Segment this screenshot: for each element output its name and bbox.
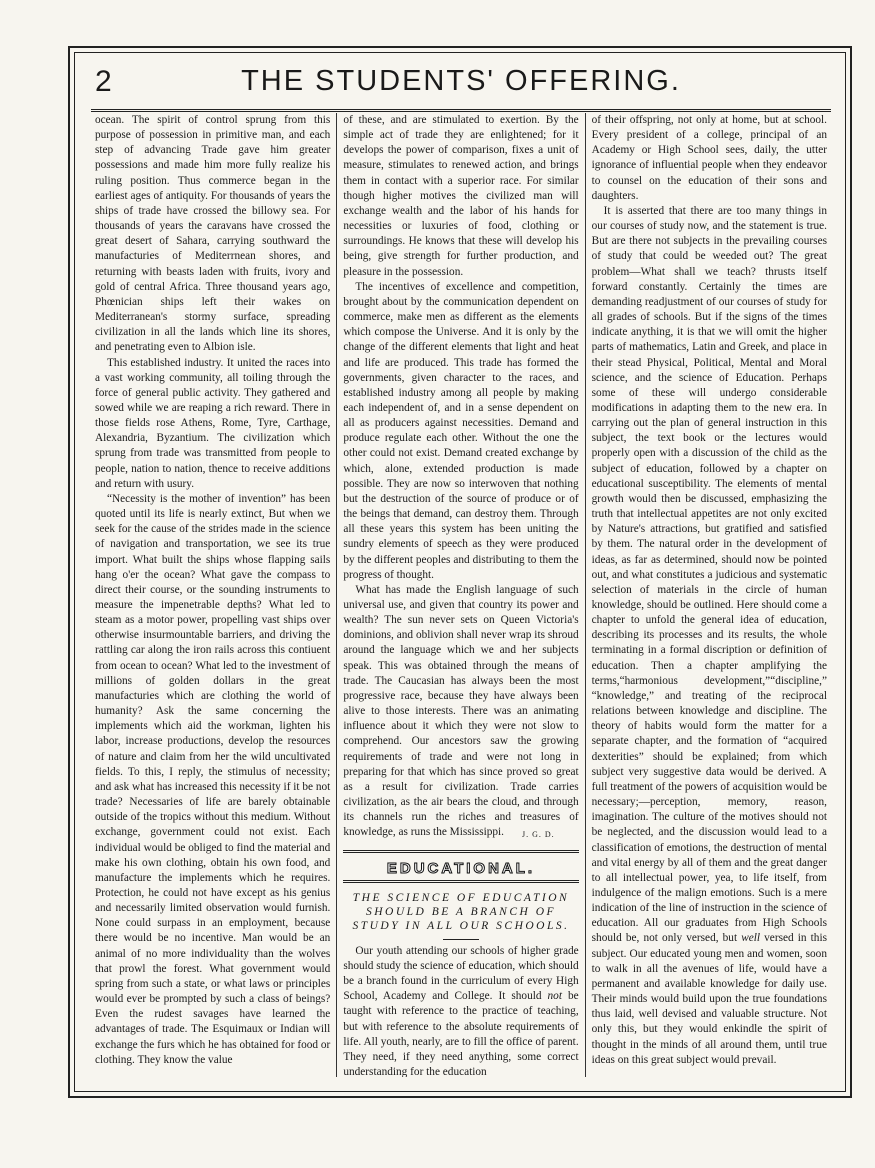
- section-divider: [343, 850, 578, 853]
- masthead: [91, 61, 831, 112]
- text-run: be taught with reference to the practice of teaching, but with reference to the absolute requirements of life. All youth, nearly, are to fill the office of parent. They need, if they need anything, some correct understanding for the education: [343, 990, 579, 1077]
- journal-title: THE STUDENTS' OFFERING.: [241, 65, 681, 97]
- emphasis: not: [547, 990, 562, 1003]
- article-columns: [89, 113, 833, 1077]
- paragraph: What has made the English language of such universal use, and given that country its power and wealth? The sun never sets on Queen Victoria's dominions, and oblivion shall never wrap its shroud around the language which we and her subjects speak. This was obtained through the means of trade. The Caucasian has always been the most progressive race, because they have always been alive to those interests. There was an animating influence about it which they were not slow to comprehend. Our ancestors saw the growing requirements of trade and were not long in preparing for that which has since proved so great as a result for civilization. Trade carries civilization, as the air bears the cloud, and through its channels run the riches and treasures of knowledge, as runs the Mississippi.: [343, 583, 579, 839]
- paragraph: [592, 204, 827, 1068]
- paragraph: ocean. The spirit of control sprung from this purpose of possession in primitive man, and each step of advancing Trade gave him greater possessions and made him more fully realize his ruling position. Thus commerce began in the earliest ages of antiquity. For thousands of years the ships of trade have crossed the billowy sea. For thousands of years the caravans have crossed the great desert of Sahara, carrying southward the manufacturies of Mediterrnean shores, and returning with beasts laden with fruits, ivory and gold of central Africa. Three thousand years ago, Phœnician ships left their wakes on Mediterranean's stormy surface, spreading civilization in all the lands which line its shores, and penetrating even to Albion isle.: [95, 114, 331, 354]
- paragraph: The incentives of excellence and competition, brought about by the communication dependent on commerce, make men as different as the elements which compose the Universe. And it is only by the change of the different elements that light and heat and life are produced. This trade has formed the governments, given character to the races, and established industry among all people by making each independent of, and in a sense dependent on all as producers against necessities. Demand and produce regulate each other. Without the one the other could not exist. Demand created exchange by which, alone, extended production is made possible. They are now so interwoven that nothing but the destruction of the source of produce or of the beings that demand, can destroy them. Through all these years this system has been uniting the sundry elements of speech as they were produced by the different peoples and distributing to them the progress of thought.: [343, 280, 579, 581]
- column-right: [585, 113, 833, 1077]
- page-frame: [68, 46, 852, 1098]
- page-number: 2: [95, 65, 112, 98]
- text-run: versed in this subject. Our educated young men and women, soon to walk in all the avenues of life, would have a permanent and available knowledge for daily use. Their minds would build upon the true foundations thus laid, well devised and valuable structure. Not only this, but they would enkindle the spirit of thought in the minds of all around them, until true ideas on this great subject would prevail.: [591, 932, 827, 1066]
- emphasis: well: [741, 932, 761, 945]
- text-run: Our youth attending our schools of higher grade should study the science of education, which should be a branch found in the curriculum of every High School, Academy and College. It should: [343, 944, 579, 1003]
- heading-rule: [443, 939, 479, 940]
- section-banner: EDUCATIONAL.: [343, 855, 578, 883]
- author-signature: J. G. D.: [521, 829, 555, 839]
- paragraph: of these, and are stimulated to exertion. By the simple act of trade they are enlightened; for it develops the power of comparison, fixes a unit of measure, stimulates to renewed action, and brings them in contact with a superior race. For similar though higher motives the civilized man will exchange wealth and the labor of his hands for necessities or luxuries of food, clothing or surroundings. He knows that these will develop his being, give strength for further production, and pleasure in the possession.: [343, 114, 579, 278]
- column-left: [89, 113, 336, 1077]
- paragraph: “Necessity is the mother of invention” has been quoted until its life is nearly extinct, But when we seek for the cause of the strides made in the science of navigation and transportation, we see its true import. What built the ships whose flapping sails hang o'er the ocean? What gave the compass to direct their course, or the sounding instruments to measure the impenetrable depths? What led to steam as a motor power, propelling vast ships over otherwise insurmountable barriers, and driving the rattling car along the iron rails across this contiuent from ocean to ocean? What led to the investment of millions of golden dollars in the great manufacturies which are clothing the world of humanity? Ask the same concerning the implements which aid the workman, lighten his labor, increase productions, develop the resources of nature and claim from her the wild uncultivated fields. To this, I reply, the stimulus of necessity; and ask what has increased this necessity if it be not trade? Necessaries of life are barely obtainable outside of the tropics without this medium. Without exchange, government could not exist. Each individual would be obliged to find the material and make his own clothing, obtain his own food, and manufacture the implements which he requires. Protection, he could not have except as his genius and necessarily limited observation would furnish. None could surpass in an employment, because there would be no incentive. Man would be an animal of no more individuality than the wolves that prowl the forest. What government would spring from such a state, or what laws or principles would ever be prompted by such a class of beings? Even the rudest savages have learned the advantages of trade. The Esquimaux or Indian will exchange the furs which he has obtained for food or clothing. They know the value: [95, 492, 331, 1066]
- inner-frame: [74, 52, 846, 1092]
- paragraph: of their offspring, not only at home, but at school. Every president of a college, principal of an Academy or High School sees, daily, the utter ignorance of influential people when they endeavor to counsel on the education of their sons and daughters.: [591, 114, 827, 202]
- article-heading: THE SCIENCE OF EDUCATION SHOULD BE A BRANCH OF STUDY IN ALL OUR SCHOOLS.: [352, 891, 570, 932]
- text-run: It is asserted that there are too many things in our courses of study now, and the statement is true. But are there not subjects in the prevailing courses of study that could be weeded out? The great problem—What shall we teach? thrusts itself forward constantly. Certainly the times are demanding readjustment of our courses of study for all grades of schools. But if the signs of the times indicate anything, it is that we will omit the higher parts of mathematics, Latin and Greek, and place in their stead Physical, Political, Mental and Moral science, and the science of Education. Perhaps some of these will undergo considerable modifications in adapting them to the new era. In carrying out the plan of general instruction in this subject, the text book or the lectures would properly open with a discussion of the child as the subject of education, followed by a chapter on educational susceptibility. The elements of mental growth would then be discussed, emphasizing the truth that intellectual appetites are not only excited by Nature's attractions, but gratified and satisfied by them. The natural order in the development of ideas, as far as determined, should now be pointed out, and what constitutes a judicious and systematic selection of materials in the circle of human knowledge, should be outlined. Here should come a chapter to unfold the general idea of education, describing its processes and its results, the whole terminating in a formal discription or definition of education. Then a chapter amplifying the terms,“harmonious development,”“discipline,” “knowledge,” and treating of the reciprocal relations between knowledge and discipline. The theory of habits would form the matter for a separate chapter, and the formation of “acquired dexterities” should be explained; from which subject very suggestive data would be derived. A full treatment of the powers of acquisition would be necessary;—perception, memory, reason, imagination. The culture of the motives should not be neglected, and the discussion would lead to a classification of emotions, the destruction of mental and vital energy by all of them and the great danger to all intellectual power, yea, to life itself, from indulgence of the malign emotions. Such is a mere indication of the line of instruction in the science of education. All our graduates from High Schools should be, not only versed, but: [591, 204, 827, 945]
- paragraph: This established industry. It united the races into a vast working community, all toiling through the force of general public activity. They gathered and sowed while we are reaping a rich reward. There in those fields rose Athens, Rome, Tyre, Carthage, Alexandria, Byzantium. The civilization which sprung from trade was transmitted from people to people, nation to nation, thence to receive additions and return with usury.: [95, 356, 331, 490]
- paragraph: [343, 944, 578, 1077]
- column-middle: [336, 113, 584, 1077]
